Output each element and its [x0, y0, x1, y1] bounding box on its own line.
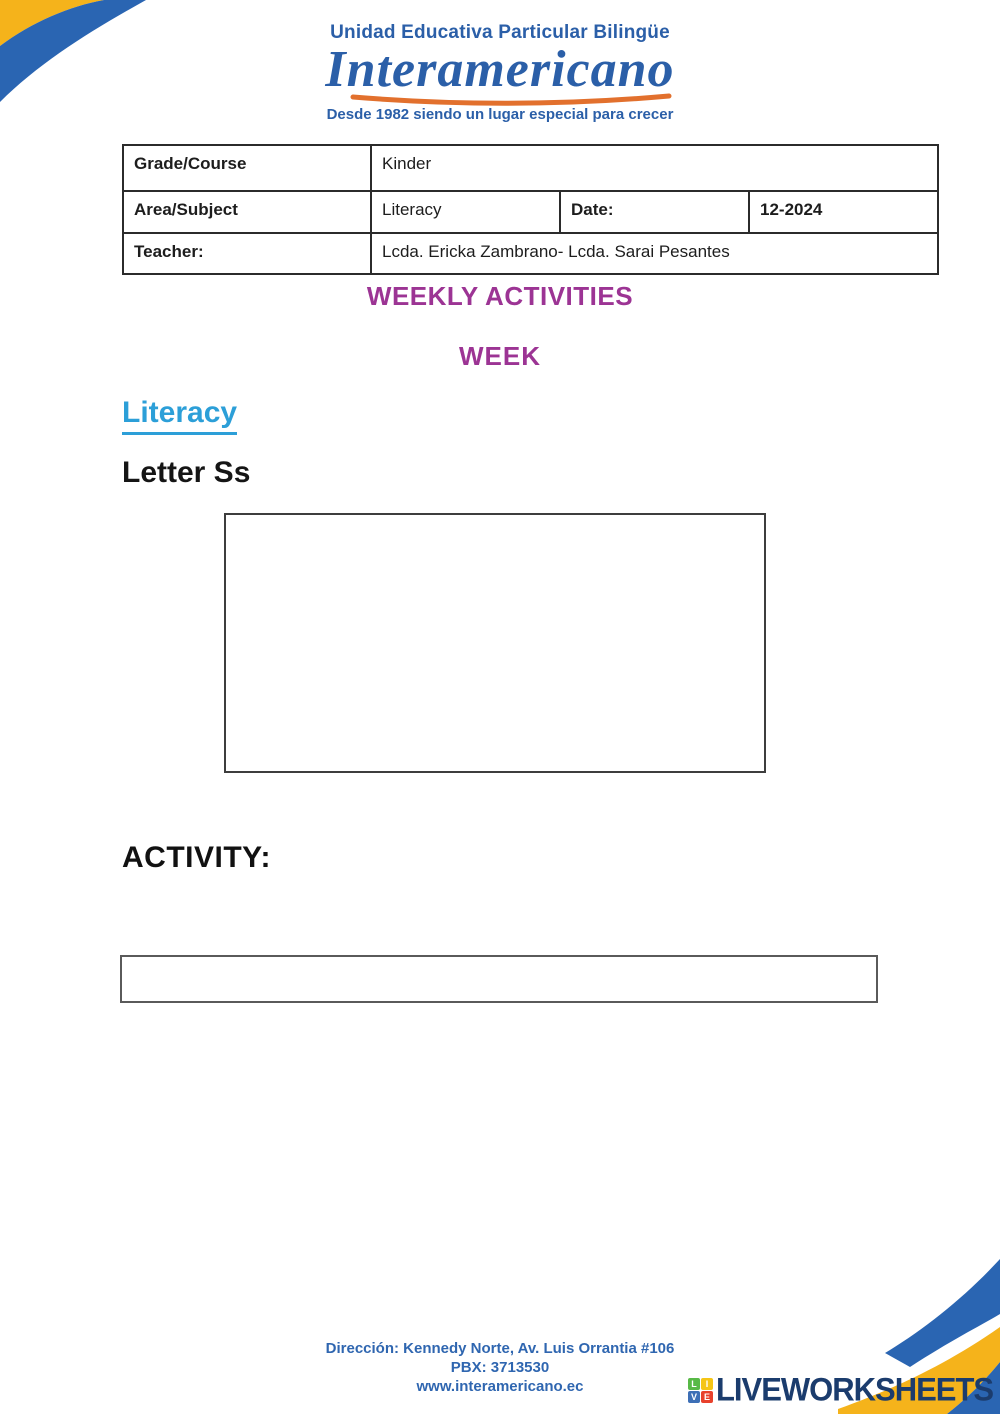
weekly-activities-heading: WEEKLY ACTIVITIES	[366, 281, 634, 311]
teacher-label: Teacher:	[123, 233, 371, 274]
area-subject-value: Literacy	[371, 191, 560, 233]
live-square-i: I	[701, 1378, 713, 1390]
footer-pbx-line: PBX: 3713530	[450, 1359, 550, 1376]
liveworksheets-squares-icon	[688, 1378, 713, 1403]
grade-course-value: Kinder	[371, 145, 938, 191]
footer-website-line: www.interamericano.ec	[416, 1378, 584, 1395]
activity-heading: ACTIVITY:	[122, 841, 271, 874]
date-value: 12-2024	[749, 191, 938, 233]
activity-answer-box[interactable]	[120, 955, 878, 1003]
school-name-line: Unidad Educativa Particular Bilingüe	[330, 22, 670, 43]
teacher-value: Lcda. Ericka Zambrano- Lcda. Sarai Pesantes	[371, 233, 938, 274]
school-tagline: Desde 1982 siendo un lugar especial para crecer	[326, 106, 674, 123]
live-square-v: V	[688, 1391, 700, 1403]
subject-heading: Literacy	[122, 396, 237, 435]
area-subject-label: Area/Subject	[123, 191, 371, 233]
table-row	[123, 145, 938, 191]
topic-heading: Letter Ss	[122, 456, 251, 489]
live-square-e: E	[701, 1391, 713, 1403]
week-heading: WEEK	[459, 341, 541, 371]
table-row	[123, 191, 938, 233]
course-info-table	[122, 144, 939, 275]
liveworksheets-logo	[688, 1372, 993, 1408]
liveworksheets-wordmark: LIVEWORKSHEETS	[716, 1371, 994, 1408]
footer-address-line: Dirección: Kennedy Norte, Av. Luis Orrantia #106	[325, 1340, 675, 1357]
date-label: Date:	[560, 191, 749, 233]
school-logo-script: Interamericano	[325, 41, 675, 98]
grade-course-label: Grade/Course	[123, 145, 371, 191]
image-placeholder-box	[224, 513, 766, 773]
table-row	[123, 233, 938, 274]
live-square-l: L	[688, 1378, 700, 1390]
